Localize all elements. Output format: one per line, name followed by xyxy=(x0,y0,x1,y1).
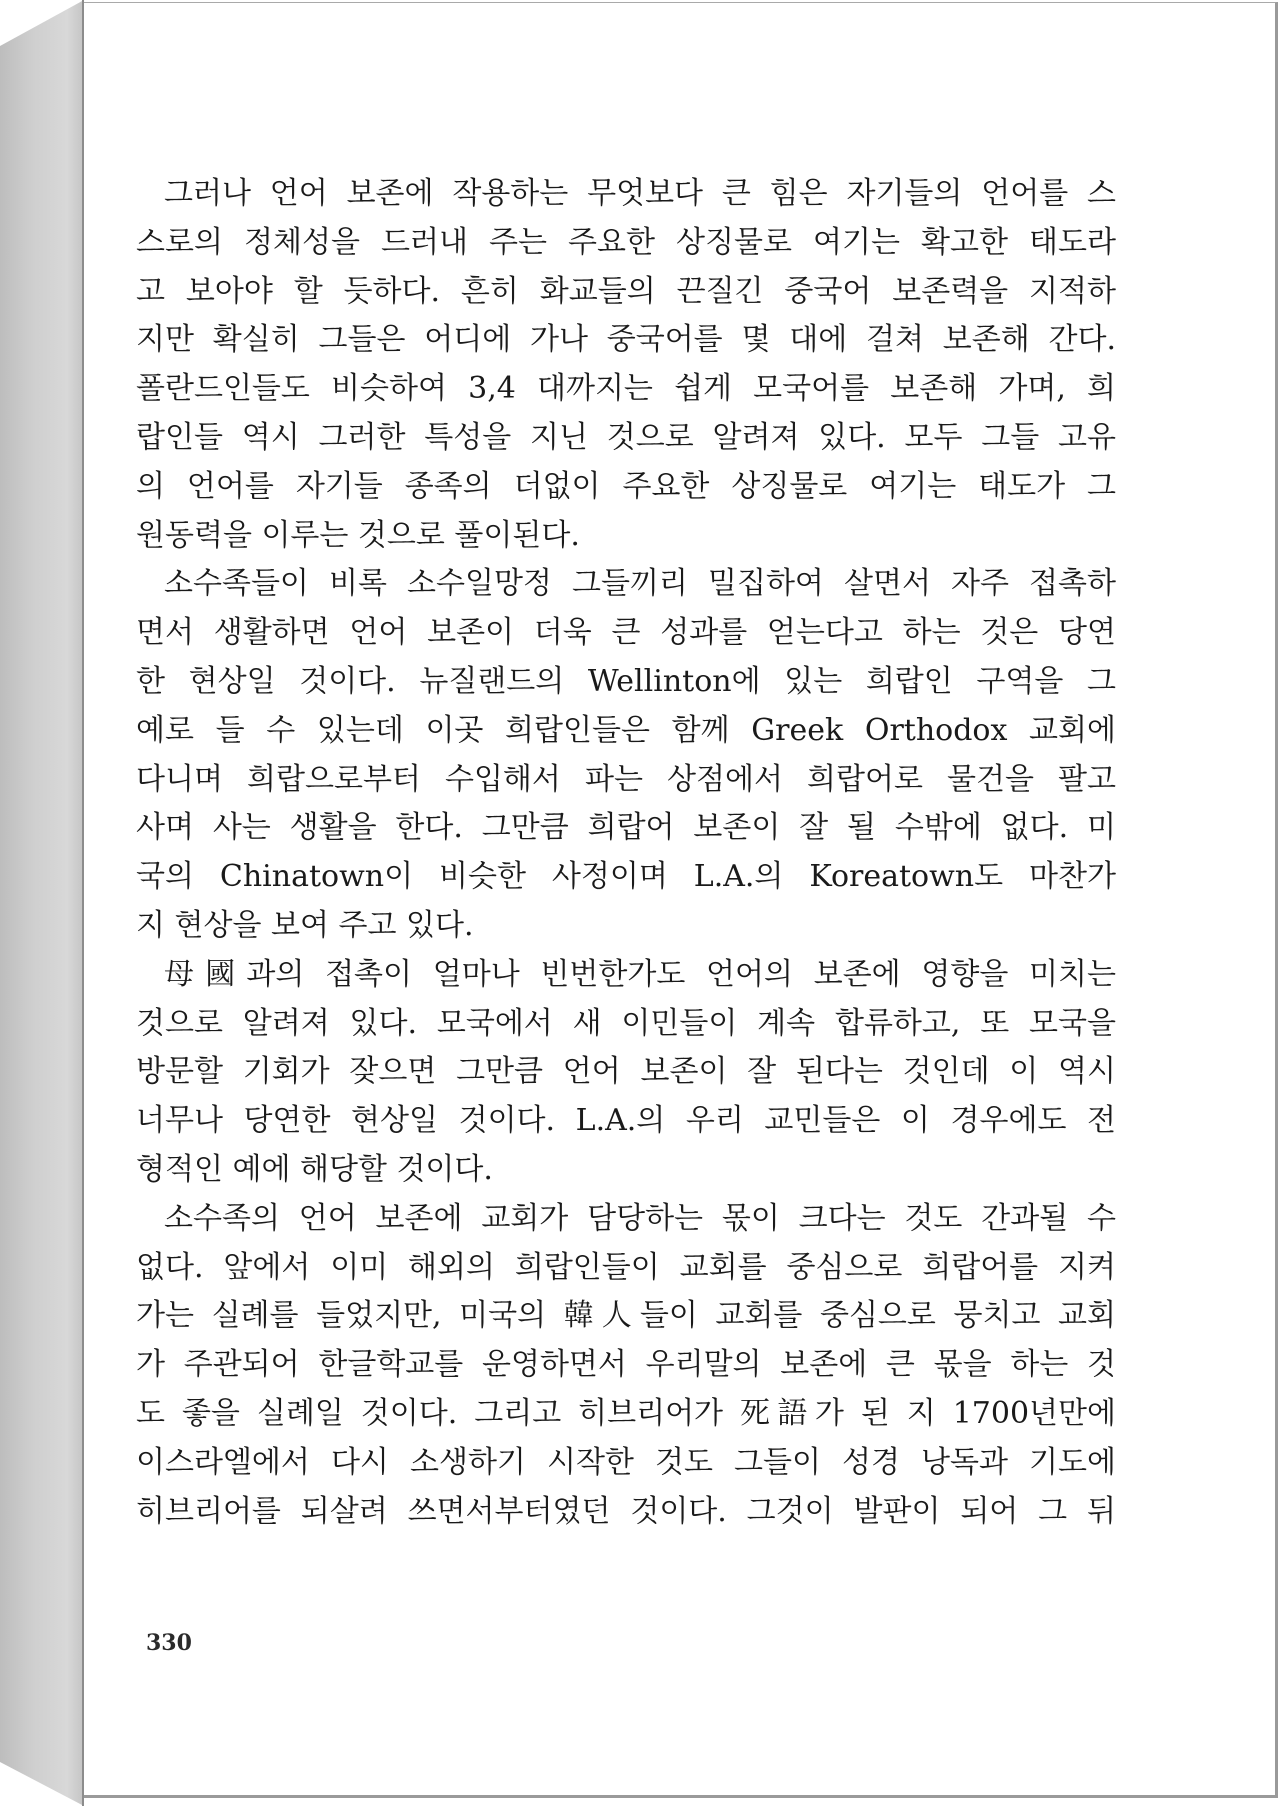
text-line: 국의 Chinatown이 비슷한 사정이며 L.A.의 Koreatown도 마찬가 xyxy=(136,859,1116,895)
text-line: 스로의 정체성을 드러내 주는 주요한 상징물로 여기는 확고한 태도라 xyxy=(136,224,1116,260)
text-line: 너무나 당연한 현상일 것이다. L.A.의 우리 교민들은 이 경우에도 전 xyxy=(136,1103,1116,1139)
text-line: 소수족들이 비록 소수일망정 그들끼리 밀집하여 살면서 자주 접촉하 xyxy=(164,566,1116,602)
text-line: 예로 들 수 있는데 이곳 희랍인들은 함께 Greek Orthodox 교회에 xyxy=(136,712,1116,748)
text-line: 것으로 알려져 있다. 모국에서 새 이민들이 계속 합류하고, 또 모국을 xyxy=(136,1005,1116,1041)
text-line: 면서 생활하면 언어 보존이 더욱 큰 성과를 얻는다고 하는 것은 당연 xyxy=(136,615,1116,651)
text-line: 사며 사는 생활을 한다. 그만큼 희랍어 보존이 잘 될 수밖에 없다. 미 xyxy=(136,810,1116,846)
text-line: 고 보아야 할 듯하다. 흔히 화교들의 끈질긴 중국어 보존력을 지적하 xyxy=(136,273,1116,309)
text-line: 지 현상을 보여 주고 있다. xyxy=(136,907,474,943)
text-line: 가 주관되어 한글학교를 운영하면서 우리말의 보존에 큰 몫을 하는 것 xyxy=(136,1347,1116,1383)
text-line: 폴란드인들도 비슷하여 3,4 대까지는 쉽게 모국어를 보존해 가며, 희 xyxy=(136,371,1116,407)
text-line: 히브리어를 되살려 쓰면서부터였던 것이다. 그것이 발판이 되어 그 뒤 xyxy=(136,1493,1116,1529)
book-spine xyxy=(0,0,84,1806)
text-line: 의 언어를 자기들 종족의 더없이 주요한 상징물로 여기는 태도가 그 xyxy=(136,468,1116,504)
text-line: 없다. 앞에서 이미 해외의 희랍인들이 교회를 중심으로 희랍어를 지켜 xyxy=(136,1249,1116,1285)
text-line: 원동력을 이루는 것으로 풀이된다. xyxy=(136,517,580,553)
text-line: 형적인 예에 해당할 것이다. xyxy=(136,1151,493,1187)
text-line: 소수족의 언어 보존에 교회가 담당하는 몫이 크다는 것도 간과될 수 xyxy=(164,1200,1116,1236)
text-line: 한 현상일 것이다. 뉴질랜드의 Wellinton에 있는 희랍인 구역을 그 xyxy=(136,663,1116,699)
text-line: 랍인들 역시 그러한 특성을 지닌 것으로 알려져 있다. 모두 그들 고유 xyxy=(136,419,1116,455)
text-line: 도 좋을 실례일 것이다. 그리고 히브리어가 死語가 된 지 1700년만에 xyxy=(136,1395,1116,1431)
text-line: 이스라엘에서 다시 소생하기 시작한 것도 그들이 성경 낭독과 기도에 xyxy=(136,1444,1116,1480)
text-line: 지만 확실히 그들은 어디에 가나 중국어를 몇 대에 걸쳐 보존해 간다. xyxy=(136,322,1116,358)
text-line: 다니며 희랍으로부터 수입해서 파는 상점에서 희랍어로 물건을 팔고 xyxy=(136,761,1116,797)
text-line: 母國과의 접촉이 얼마나 빈번한가도 언어의 보존에 영향을 미치는 xyxy=(164,956,1116,992)
text-line: 방문할 기회가 잦으면 그만큼 언어 보존이 잘 된다는 것인데 이 역시 xyxy=(136,1054,1116,1090)
text-line: 그러나 언어 보존에 작용하는 무엇보다 큰 힘은 자기들의 언어를 스 xyxy=(164,176,1116,211)
body-text xyxy=(136,170,1116,1536)
page-number: 330 xyxy=(146,1630,192,1656)
text-line: 가는 실례를 들었지만, 미국의 韓人들이 교회를 중심으로 뭉치고 교회 xyxy=(136,1298,1116,1334)
